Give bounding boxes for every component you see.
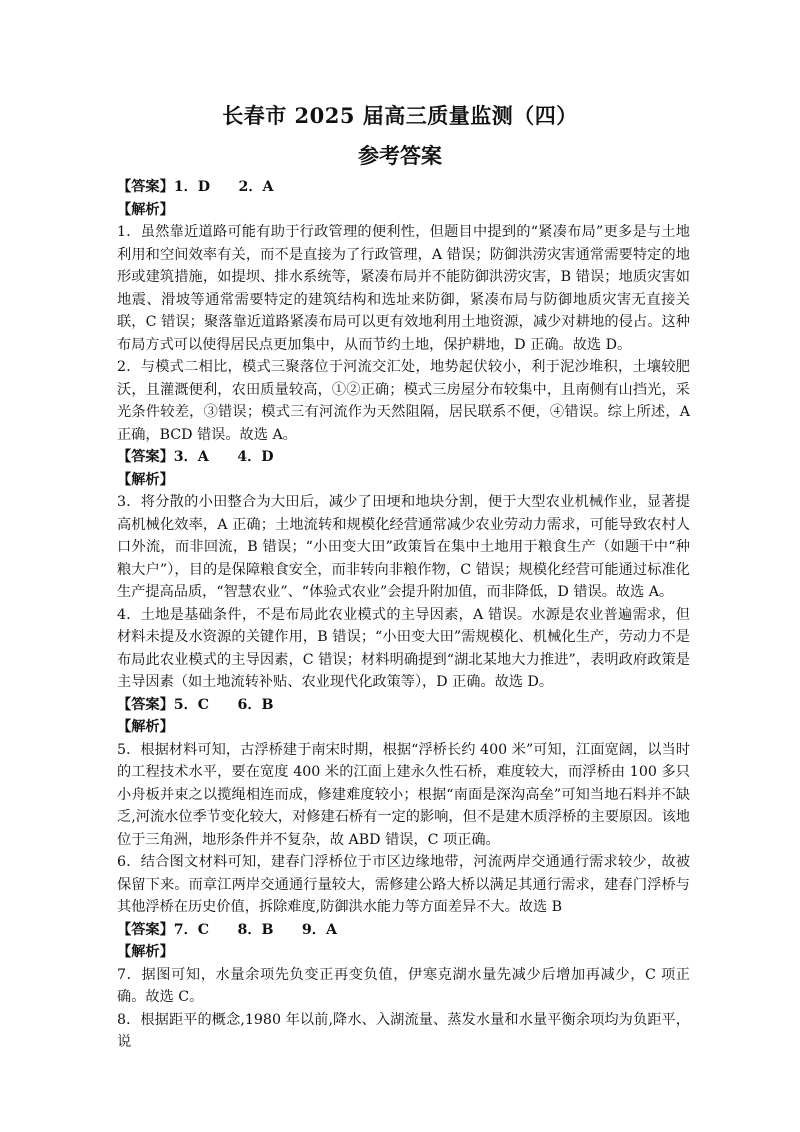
analysis-heading: 【解析】 [117, 719, 174, 735]
analysis-paragraph: 2．与模式二相比，模式三聚落位于河流交汇处，地势起伏较小，利于泥沙堆积，土壤较肥沃，且灌溉便利，农田质量较高，①②正确；模式三房屋分布较集中，且南侧有山挡光，采光条件较差，③错误；模式三有河流作为天然阻隔，居民联系不便，④错误。综上所述，A 正确，BCD 错误。故选 A。 [117, 359, 690, 443]
analysis-paragraph: 4．土地是基础条件，不是布局此农业模式的主导因素，A 错误。水源是农业普遍需求，但材料未提及水资源的关键作用，B 错误；“小田变大田”需规模化、机械化生产，劳动力不是布局此农业模式的主导因素，C 错误；材料明确提到“湖北某地大力推进”，表明政府政策是主导因素（如土地流转补贴、农业现代化政策等），D 正确。故选 D。 [117, 606, 690, 690]
answer-body [117, 176, 690, 1054]
answer-line: 【答案】7．C 8．B 9．A [117, 921, 337, 938]
analysis-paragraph: 7．据图可知，水量余项先负变正再变负值，伊寒克湖水量先减少后增加再减少，C 项正确。故选 C。 [117, 966, 690, 1005]
analysis-paragraph: 8．根据距平的概念,1980 年以前,降水、入湖流量、蒸发水量和水量平衡余项均为负距平，说 [117, 1011, 690, 1050]
answer-line: 【答案】3．A 4．D [117, 449, 274, 465]
analysis-heading: 【解析】 [117, 201, 174, 218]
document-title: 长春市 2025 届高三质量监测（四） [222, 103, 578, 128]
document-subtitle: 参考答案 [358, 143, 442, 168]
analysis-paragraph: 6．结合图文材料可知，建春门浮桥位于市区边缘地带，河流两岸交通通行需求较少，故被保留下来。而章江两岸交通通行量较大，需修建公路大桥以满足其通行需求，建春门浮桥与其他浮桥在历史价值，拆除难度,防御洪水能力等方面差异不大。故选 B [117, 854, 690, 915]
analysis-paragraph: 5．根据材料可知，古浮桥建于南宋时期，根据“浮桥长约 400 米”可知，江面宽阔，以当时的工程技术水平，要在宽度 400 米的江面上建永久性石桥，难度较大，而浮桥由 100 多只小舟板并束之以揽绳相连而成，修建难度较小；根据“南面是深沟高垒”可知当地石料并不缺乏,河流水位季节变化较大，对修建石桥有一定的影响，但不是建木质浮桥的主要原因。该地位于三角洲，地形条件并不复杂，故 ABD 错误，C 项正确。 [117, 741, 690, 848]
analysis-paragraph: 3．将分散的小田整合为大田后，减少了田埂和地块分割，便于大型农业机械作业，显著提高机械化效率，A 正确；土地流转和规模化经营通常减少农业劳动力需求，可能导致农村人口外流，而非回流，B 错误；“小田变大田”政策旨在集中土地用于粮食生产（如题干中“种粮大户”），目的是保障粮食安全，而非转向非粮作物，C 错误；规模化经营可能通过标准化生产提高品质，“智慧农业”、“体验式农业”会提升附加值，而非降低，D 错误。故选 A。 [117, 494, 690, 600]
analysis-heading: 【解析】 [117, 944, 174, 960]
analysis-heading: 【解析】 [117, 471, 174, 488]
answer-line: 【答案】5．C 6．B [117, 696, 274, 713]
analysis-paragraph: 1．虽然靠近道路可能有助于行政管理的便利性，但题目中提到的“紧凑布局”更多是与土地利用和空间效率有关，而不是直接为了行政管理，A 错误；防御洪涝灾害通常需要特定的地形或建筑措施，如提坝、排水系统等，紧凑布局并不能防御洪涝灾害，B 错误；地质灾害如地震、滑坡等通常需要特定的建筑结构和选址来防御，紧凑布局与防御地质灾害无直接关联，C 错误；聚落靠近道路紧凑布局可以更有效地利用土地资源，减少对耕地的侵占。这种布局方式可以使得居民点更加集中，从而节约土地，保护耕地，D 正确。故选 D。 [117, 224, 690, 353]
answer-line: 【答案】1．D 2．A [117, 179, 274, 195]
